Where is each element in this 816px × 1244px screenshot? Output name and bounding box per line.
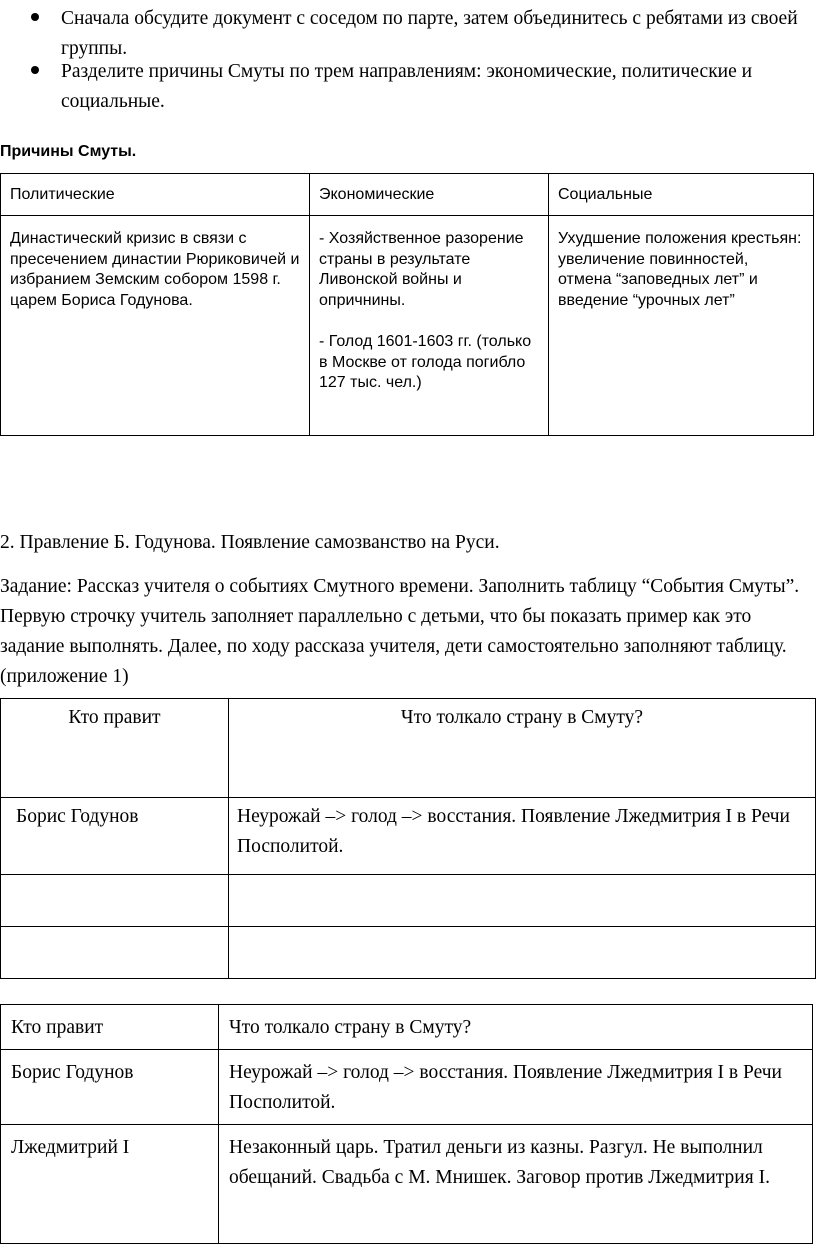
cell-what — [229, 927, 816, 979]
cell-who: Борис Годунов — [1, 798, 229, 875]
bullet-icon — [31, 66, 39, 74]
list-item-text: Разделите причины Смуты по трем направлениям: экономические, политические и социальные. — [61, 61, 753, 112]
bullet-icon — [31, 13, 39, 21]
cell-who — [1, 875, 229, 927]
cell-text: Династический кризис в связи с пресечением династии Рюриковичей и избранием Земским собором 1598 г. царем Бориса Годунова. — [10, 230, 300, 309]
cell-political — [1, 216, 310, 436]
cell-what: Неурожай –> голод –> восстания. Появление Лжедмитрия I в Речи Посполитой. — [229, 798, 816, 875]
table-header-row — [1, 174, 814, 216]
header-political: Политические — [1, 174, 310, 216]
task-paragraph: Задание: Рассказ учителя о событиях Смутного времени. Заполнить таблицу “События Смуты”. Первую строчку учитель заполняет параллельно с детьми, что бы показать пример как это задание выполнять. Далее, по ходу рассказа учителя, дети самостоятельно заполняют таблицу. (приложение 1) — [0, 576, 800, 687]
cell-who — [1, 927, 229, 979]
cell-text: - Голод 1601-1603 гг. (только в Москве от голода погибло 127 тыс. чел.) — [319, 333, 532, 391]
cell-what: Неурожай –> голод –> восстания. Появление Лжедмитрия I в Речи Посполитой. — [219, 1050, 813, 1125]
cell-text: Ухудшение положения крестьян: увеличение повинностей, отмена “заповедных лет” и введение “урочных лет” — [558, 230, 802, 309]
cell-who: Борис Годунов — [1, 1050, 219, 1125]
causes-table — [0, 173, 814, 436]
cell-what: Незаконный царь. Тратил деньги из казны. Разгул. Не выполнил обещаний. Свадьба с М. Мнишек. Заговор против Лжедмитрия I. — [219, 1125, 813, 1244]
table-header-row — [1, 1005, 813, 1050]
table-row — [1, 875, 816, 927]
cell-social — [549, 216, 814, 436]
events-table-2 — [0, 1004, 813, 1244]
cell-what — [229, 875, 816, 927]
table-row — [1, 1050, 813, 1125]
causes-heading: Причины Смуты. — [0, 143, 137, 160]
table-row — [1, 798, 816, 875]
header-what-pushed: Что толкало страну в Смуту? — [219, 1005, 813, 1050]
section-title: 2. Правление Б. Годунова. Появление самозванство на Руси. — [0, 532, 500, 553]
header-economic: Экономические — [310, 174, 549, 216]
table-row — [1, 1125, 813, 1244]
list-item-text: Сначала обсудите документ с соседом по парте, затем объединитесь с ребятами из своей группы. — [61, 8, 798, 59]
cell-economic — [310, 216, 549, 436]
table-header-row — [1, 699, 816, 798]
table-row — [1, 927, 816, 979]
header-who-rules: Кто правит — [1, 1005, 219, 1050]
cell-text: - Хозяйственное разорение страны в результате Ливонской войны и опричнины. — [319, 230, 524, 309]
header-social: Социальные — [549, 174, 814, 216]
header-who-rules: Кто правит — [1, 699, 229, 798]
table-row — [1, 216, 814, 436]
cell-who: Лжедмитрий I — [1, 1125, 219, 1244]
header-what-pushed: Что толкало страну в Смуту? — [229, 699, 816, 798]
events-table — [0, 698, 816, 979]
